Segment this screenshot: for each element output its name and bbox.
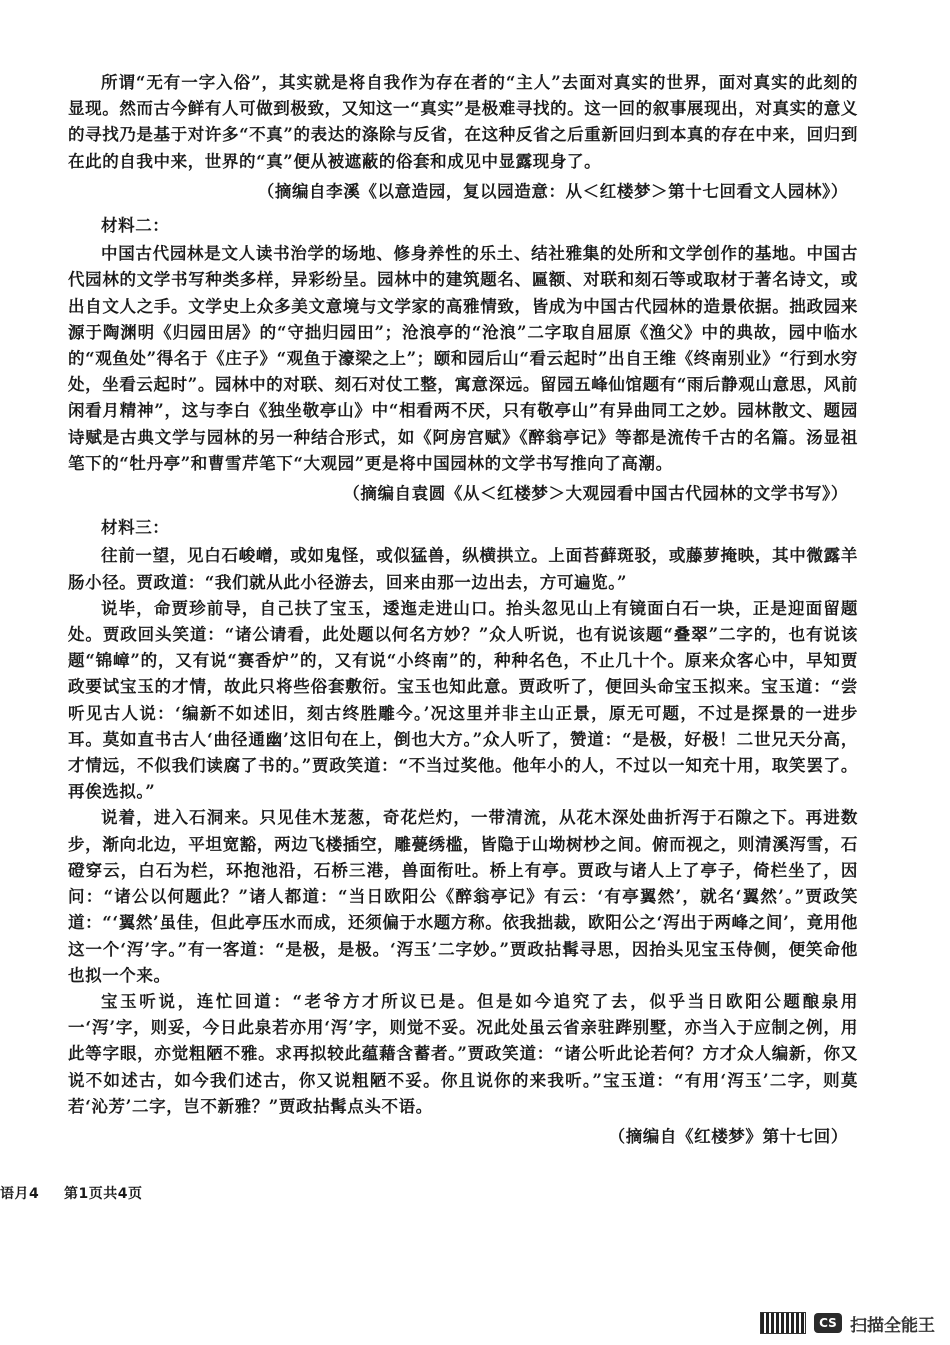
material3-paragraph-2: 说毕，命贾珍前导，自己扶了宝玉，逶迤走进山口。抬头忽见山上有镜面白石一块，正是迎面留题处。贾政回头笑道：“诸公请看，此处题以何名方妙？”众人听说，也有说该题“叠翠”二字的，也有说该题“锦嶂”的，又有说“赛香炉”的，又有说“小终南”的，种种名色，不止几十个。原来众客心中，早知贾政要试宝玉的才情，故此只将些俗套敷衍。宝玉也知此意。贾政听了，便回头命宝玉拟来。宝玉道：“尝听见古人说：‘编新不如述旧，刻古终胜雕今。’况这里并非主山正景，原无可题，不过是探景的一进步耳。莫如直书古人‘曲径通幽’这旧句在上，倒也大方。”众人听了，赞道：“是极，好极！二世兄天分高，才情远，不似我们读腐了书的。”贾政笑道：“不当过奖他。他年小的人，不过以一知充十用，取笑罢了。再俟选拟。” [68, 598, 858, 802]
material2-source: （摘编自袁圆《从＜红楼梦＞大观园看中国古代园林的文学书写》） [343, 484, 848, 504]
material1-source: （摘编自李溪《以意造园，复以园造意：从＜红楼梦＞第十七回看文人园林》） [257, 181, 848, 201]
material2-paragraph: 中国古代园林是文人读书治学的场地、修身养性的乐土、结社雅集的处所和文学创作的基地。中国古代园林的文学书写种类多样，异彩纷呈。园林中的建筑题名、匾额、对联和刻石等或取材于著名诗文，或出自文人之手。文学史上众多美文意境与文学家的高雅情致，皆成为中国古代园林的造景依据。拙政园来源于陶渊明《归园田居》的“守拙归园田”；沧浪亭的“沧浪”二字取自屈原《渔父》中的典故，园中临水的“观鱼处”得名于《庄子》“观鱼于濠梁之上”；颐和园后山“看云起时”出自王维《终南别业》“行到水穷处，坐看云起时”。园林中的对联、刻石对仗工整，寓意深远。留园五峰仙馆题有“雨后静观山意思，风前闲看月精神”，这与李白《独坐敬亭山》中“相看两不厌，只有敬亭山”有异曲同工之妙。园林散文、题园诗赋是古典文学与园林的另一种结合形式，如《阿房宫赋》《醉翁亭记》等都是流传千古的名篇。汤显祖笔下的“牡丹亭”和曹雪芹笔下“大观园”更是将中国园林的文学书写推向了高潮。 [68, 244, 858, 473]
scanner-app-name: 扫描全能王 [850, 1315, 935, 1336]
material2-heading: 材料二： [101, 216, 170, 236]
material3-source: （摘编自《红楼梦》第十七回） [608, 1126, 848, 1146]
footer-page-number: 第1页共4页 [64, 1186, 143, 1202]
material3-heading: 材料三： [101, 518, 170, 538]
page-content [68, 70, 858, 1158]
material3-paragraph-1: 往前一望，见白石峻嶒，或如鬼怪，或似猛兽，纵横拱立。上面苔藓斑驳，或藤萝掩映，其中微露羊肠小径。贾政道：“我们就从此小径游去，回来由那一边出去，方可遍览。” [68, 546, 858, 592]
material1-paragraph: 所谓“无有一字入俗”，其实就是将自我作为存在者的“主人”去面对真实的世界，面对真实的此刻的显现。然而古今鲜有人可做到极致，又知这一“真实”是极难寻找的。这一回的叙事展现出，对真实的意义的寻找乃是基于对许多“不真”的表达的涤除与反省，在这种反省之后重新回归到本真的存在中来，回归到在此的自我中来，世界的“真”便从被遮蔽的俗套和成见中显露现身了。 [68, 73, 858, 171]
camscanner-logo-icon: CS [814, 1313, 842, 1333]
material3-paragraph-4: 宝玉听说，连忙回道：“老爷方才所议已是。但是如今追究了去，似乎当日欧阳公题酿泉用一‘泻’字，则妥，今日此泉若亦用‘泻’字，则觉不妥。况此处虽云省亲驻跸别墅，亦当入于应制之例，用此等字眼，亦觉粗陋不雅。求再拟较此蕴藉含蓄者。”贾政笑道：“诸公听此论若何？方才众人编新，你又说不如述古，如今我们述古，你又说粗陋不妥。你且说你的来我听。”宝玉道：“有用‘泻玉’二字，则莫若‘沁芳’二字，岂不新雅？”贾政拈髯点头不语。 [68, 991, 858, 1116]
scanner-watermark [760, 1310, 935, 1336]
footer-exam-code: 语月4 [0, 1186, 40, 1202]
material3-paragraph-3: 说着，进入石洞来。只见佳木茏葱，奇花烂灼，一带清流，从花木深处曲折泻于石隙之下。再进数步，渐向北边，平坦宽豁，两边飞楼插空，雕甍绣槛，皆隐于山坳树杪之间。俯而视之，则清溪泻雪，石磴穿云，白石为栏，环抱池沿，石桥三港，兽面衔吐。桥上有亭。贾政与诸人上了亭子，倚栏坐了，因问：“诸公以何题此？”诸人都道：“当日欧阳公《醉翁亭记》有云：‘有亭翼然’，就名‘翼然’。”贾政笑道：“‘翼然’虽佳，但此亭压水而成，还须偏于水题方称。依我拙裁，欧阳公之‘泻出于两峰之间’，竟用他这一个‘泻’字。”有一客道：“是极，是极。‘泻玉’二字妙。”贾政拈髯寻思，因抬头见宝玉侍侧，便笑命他也拟一个来。 [68, 808, 858, 985]
qr-code-icon [760, 1312, 806, 1334]
